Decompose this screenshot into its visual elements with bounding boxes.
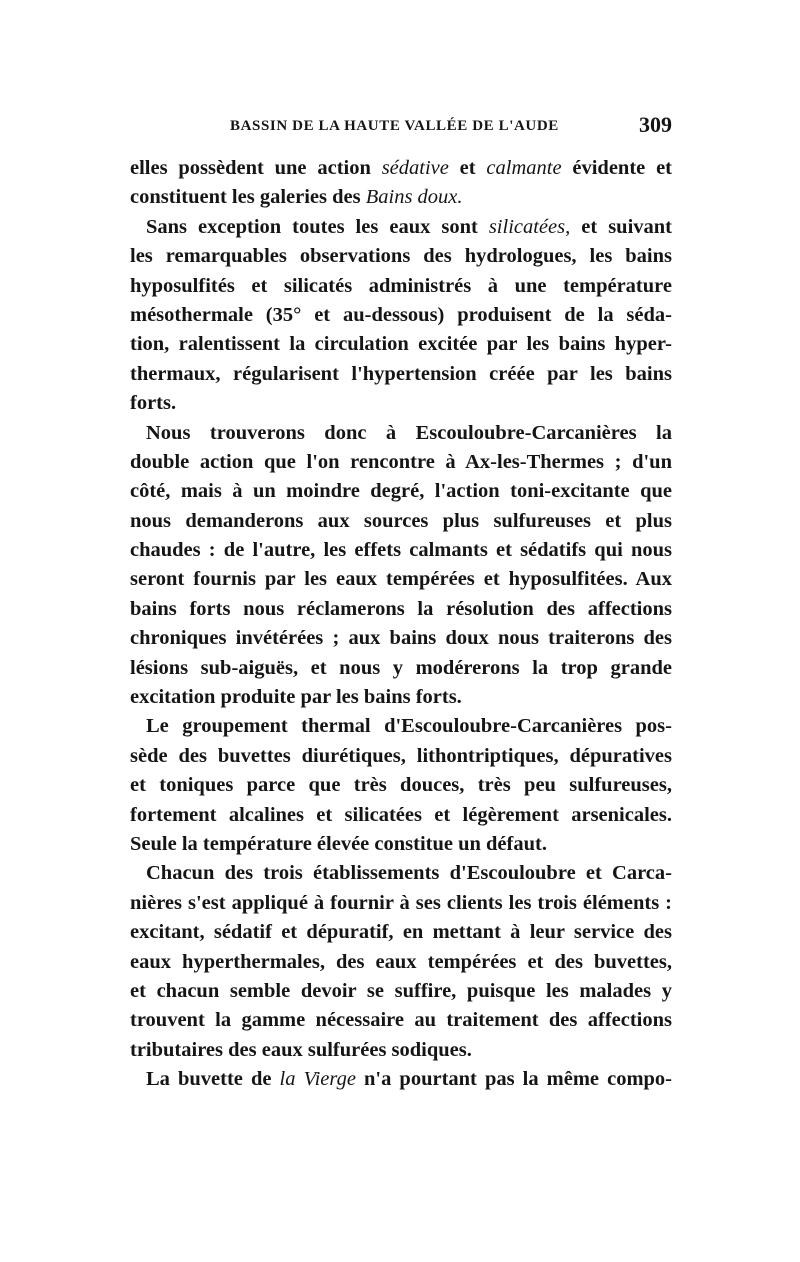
text-line: nous demanderons aux sources plus sulfureuses et plus <box>130 509 672 532</box>
text-line: eaux hyperthermales, des eaux tempérées et des buvettes, <box>130 950 672 973</box>
text-line: chaudes : de l'autre, les effets calmants et sédatifs qui nous <box>130 539 672 562</box>
text-line: Le groupement thermal d'Escouloubre-Carcanières pos- <box>146 715 672 738</box>
text-line: Nous trouverons donc à Escouloubre-Carcanières la <box>146 421 672 444</box>
text-line: mésothermale (35° et au-dessous) produisent de la séda- <box>130 303 672 326</box>
text-line: côté, mais à un moindre degré, l'action toni-excitante que <box>130 480 672 503</box>
running-head <box>130 112 672 142</box>
text-run: et <box>448 157 487 179</box>
text-line: excitant, sédatif et dépuratif, en mettant à leur service des <box>130 921 672 944</box>
text-line: sède des buvettes diurétiques, lithontriptiques, dépuratives <box>130 744 672 767</box>
italic-term: calmante <box>486 157 562 179</box>
italic-term: la Vierge <box>279 1068 356 1091</box>
text-line: hyposulfités et silicatés administrés à une température <box>130 274 672 297</box>
text-run: Sans exception toutes les eaux sont <box>146 215 489 238</box>
text-run: elles possèdent une action <box>130 157 382 179</box>
text-line: Seule la température élevée constitue un défaut. <box>130 832 547 855</box>
text-line: bains forts nous réclamerons la résolution des affections <box>130 597 672 620</box>
text-line: double action que l'on rencontre à Ax-les-Thermes ; d'un <box>130 450 672 473</box>
text-line <box>130 1065 672 1094</box>
text-line: thermaux, régularisent l'hypertension créée par les bains <box>130 362 672 385</box>
text-line: fortement alcalines et silicatées et légèrement arsenicales. <box>130 803 672 826</box>
body-text <box>130 154 672 1095</box>
running-title: BASSIN DE LA HAUTE VALLÉE DE L'AUDE <box>230 118 559 134</box>
text-line: excitation produite par les bains forts. <box>130 686 462 709</box>
text-line: trouvent la gamme nécessaire au traitement des affections <box>130 1009 672 1032</box>
text-line: lésions sub-aiguës, et nous y modérerons la trop grande <box>130 656 672 679</box>
italic-term: Bains doux. <box>365 186 463 209</box>
text-line: tion, ralentissent la circulation excitée par les bains hyper- <box>130 333 672 356</box>
text-line: et toniques parce que très douces, très peu sulfureuses, <box>130 774 672 797</box>
text-line: nières s'est appliqué à fournir à ses clients les trois éléments : <box>130 891 672 914</box>
text-run: La buvette de <box>146 1068 280 1091</box>
text-line <box>130 183 672 212</box>
text-line: tributaires des eaux sulfurées sodiques. <box>130 1038 472 1061</box>
text-run: et suivant <box>570 215 672 238</box>
text-line <box>130 154 672 183</box>
text-run: évidente et <box>561 157 672 179</box>
text-line <box>130 213 672 242</box>
text-line: et chacun semble devoir se suffire, puisque les malades y <box>130 979 672 1002</box>
text-run: constituent les galeries des <box>130 186 366 209</box>
text-line: forts. <box>130 392 177 415</box>
book-page <box>130 112 672 1095</box>
text-run: n'a pourtant pas la même compo- <box>355 1068 672 1091</box>
page-number: 309 <box>639 112 672 137</box>
text-line: seront fournis par les eaux tempérées et hyposulfitées. Aux <box>130 568 672 591</box>
text-line: les remarquables observations des hydrologues, les bains <box>130 245 672 268</box>
italic-term: silicatées, <box>488 215 571 238</box>
italic-term: sédative <box>381 157 449 179</box>
text-line: chroniques invétérées ; aux bains doux nous traiterons des <box>130 627 672 650</box>
text-line: Chacun des trois établissements d'Escouloubre et Carca- <box>146 862 672 885</box>
